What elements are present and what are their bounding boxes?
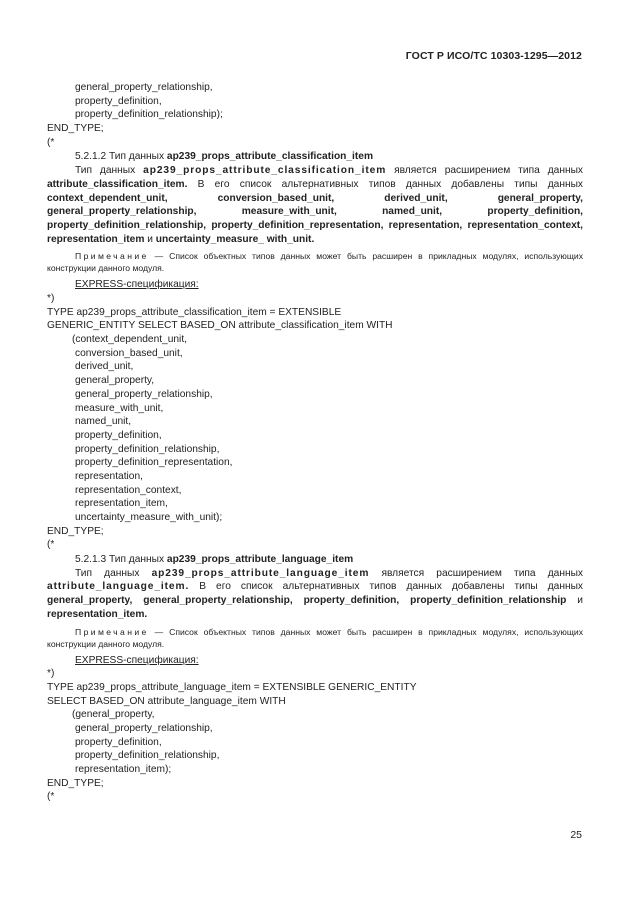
para-text: и (566, 595, 583, 607)
section-type-name: ap239_props_attribute_classification_item (166, 151, 373, 163)
para-type-name: ap239_props_attribute_language_item (151, 567, 370, 579)
comment-close-line: *) (47, 668, 55, 680)
code-line: measure_with_unit, (75, 402, 164, 414)
code-line: general_property_relationship, (75, 82, 213, 93)
para-text: В его список альтернативных типов данных добавлены типы данных (189, 581, 583, 593)
code-line: derived_unit, (75, 361, 134, 373)
note-paragraph (47, 626, 583, 650)
code-line: (general_property, (72, 709, 155, 721)
code-line: property_definition_representation, (75, 457, 233, 469)
para-type-last: representation_item. (47, 608, 148, 620)
para-text: является расширением типа данных (369, 567, 583, 579)
comment-close-line: *) (47, 293, 55, 305)
comment-open-line: (* (47, 791, 55, 803)
para-text: и (144, 233, 156, 245)
end-type-line: END_TYPE; (47, 777, 104, 789)
code-line: representation_item, (75, 498, 168, 510)
document-header: ГОСТ Р ИСО/ТС 10303-1295—2012 (405, 50, 582, 62)
para-type-name: ap239_props_attribute_classification_item (143, 165, 387, 177)
type-declaration-line: SELECT BASED_ON attribute_language_item WITH (47, 695, 286, 707)
page-content (47, 81, 583, 804)
section-paragraph (47, 567, 583, 622)
code-line: uncertainty_measure_with_unit); (75, 512, 223, 524)
code-line: property_definition, (75, 429, 162, 441)
code-line: general_property_relationship, (75, 723, 213, 735)
para-text: является расширением типа данных (386, 165, 584, 177)
type-list (47, 722, 583, 777)
para-type-list: context_dependent_unit, conversion_based_unit, derived_unit, general_property, general_property_relationship, measure_with_unit, named_unit, property_definition, property_definition_relationship, property_definition_representation, representation, representation_context, representation_item (47, 192, 583, 245)
code-line: general_property_relationship, (75, 388, 213, 400)
section-type-name: ap239_props_attribute_language_item (166, 554, 354, 566)
para-type-last: uncertainty_measure_ with_unit. (155, 233, 315, 245)
section-number: 5.2.1.3 Тип данных (75, 554, 167, 566)
para-type-list: general_property, general_property_relationship, property_definition, property_definition_relationship (47, 595, 567, 607)
code-line: property_definition_relationship); (75, 109, 223, 121)
end-type-line: END_TYPE; (47, 525, 104, 537)
code-line: (context_dependent_unit, (72, 334, 187, 346)
para-base-type: attribute_classification_item. (47, 178, 188, 190)
note-label: Примечание (75, 251, 149, 262)
type-declaration-line: GENERIC_ENTITY SELECT BASED_ON attribute_classification_item WITH (47, 320, 393, 332)
express-heading: EXPRESS-спецификация: (75, 279, 199, 291)
page-number: 25 (570, 829, 582, 841)
note-text: — Список объектных типов данных может быть расширен в прикладных модулях, использующих конструкции данного модуля. (47, 251, 583, 274)
type-declaration-line: TYPE ap239_props_attribute_classification_item = EXTENSIBLE (47, 306, 342, 318)
section-heading (47, 553, 583, 567)
note-label: Примечание (75, 626, 149, 637)
code-line: property_definition_relationship, (75, 443, 220, 455)
comment-open-line: (* (47, 136, 55, 148)
para-text: Тип данных (75, 165, 144, 177)
comment-open-line: (* (47, 539, 55, 551)
section-number: 5.2.1.2 Тип данных (75, 151, 167, 163)
code-line: general_property, (75, 375, 155, 387)
express-heading: EXPRESS-спецификация: (75, 654, 199, 666)
type-list (47, 347, 583, 525)
para-base-type: attribute_language_item. (47, 581, 190, 593)
section-paragraph (47, 164, 583, 246)
code-line: property_definition, (75, 95, 162, 107)
para-text: Тип данных (75, 567, 152, 579)
code-line: representation_item); (75, 764, 172, 776)
code-line: named_unit, (75, 416, 132, 428)
para-text: В его список альтернативных типов данных добавлены типы данных (187, 178, 583, 190)
code-line: representation_context, (75, 484, 182, 496)
section-heading (47, 150, 583, 164)
code-line: property_definition_relationship, (75, 750, 220, 762)
type-declaration-line: TYPE ap239_props_attribute_language_item = EXTENSIBLE GENERIC_ENTITY (47, 681, 417, 693)
note-text: — Список объектных типов данных может быть расширен в прикладных модулях, использующих конструкции данного модуля. (47, 626, 583, 649)
end-type-line: END_TYPE; (47, 123, 104, 135)
code-line: property_definition, (75, 736, 162, 748)
code-line: conversion_based_unit, (75, 347, 183, 359)
code-line: representation, (75, 470, 143, 482)
note-paragraph (47, 250, 583, 274)
